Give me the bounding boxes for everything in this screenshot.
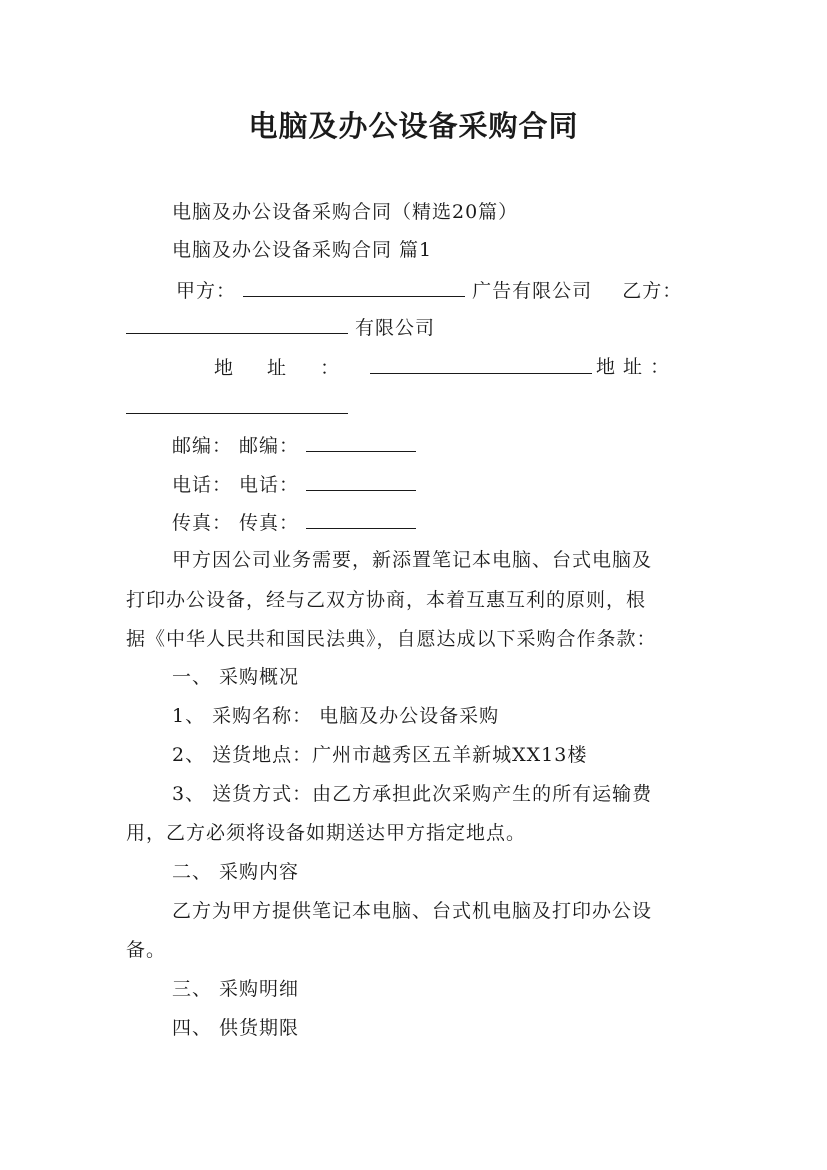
section-1-item-1: 1、 采购名称： 电脑及办公设备采购 (172, 705, 500, 727)
address-b-label: 地 址 ： (596, 356, 671, 378)
address-a-blank (370, 355, 592, 374)
section-1-item-3-line-1: 3、 送货方式：由乙方承担此次采购产生的所有运输费 (172, 783, 653, 805)
section-1-item-3-line-2: 用，乙方必须将设备如期送达甲方指定地点。 (126, 822, 527, 844)
postcode-label: 邮编： 邮编： (172, 435, 300, 457)
section-1-item-2: 2、 送货地点：广州市越秀区五羊新城XX13楼 (172, 744, 588, 766)
address-a-label: 地 址 ： (214, 357, 354, 379)
section-4-title: 四、 供货期限 (172, 1017, 300, 1039)
party-a-blank (243, 278, 465, 297)
address-a (214, 355, 592, 380)
postcode-blank (306, 433, 416, 452)
section-2-title: 二、 采购内容 (172, 861, 300, 883)
section-2-line-2: 备。 (126, 939, 167, 961)
intro-line-1: 甲方因公司业务需要，新添置笔记本电脑、台式电脑及 (172, 549, 653, 571)
party-b-suffix: 有限公司 (355, 317, 436, 339)
party-a-label: 甲方： (176, 280, 237, 302)
party-a-suffix: 广告有限公司 (472, 280, 593, 302)
section-3-title: 三、 采购明细 (172, 978, 300, 1000)
intro-line-3: 据《中华人民共和国民法典》，自愿达成以下采购合作条款： (126, 628, 657, 650)
subtitle: 电脑及办公设备采购合同（精选20篇） (172, 201, 519, 223)
party-b-blank (126, 315, 348, 334)
fax-line (172, 510, 416, 535)
section-1-title: 一、 采购概况 (172, 666, 300, 688)
phone-line (172, 472, 416, 497)
phone-blank (306, 472, 416, 491)
phone-label: 电话： 电话： (172, 474, 300, 496)
party-line (176, 278, 682, 303)
party-b-label: 乙方： (622, 280, 683, 302)
address-b-line (126, 395, 348, 420)
section-heading: 电脑及办公设备采购合同 篇1 (172, 239, 433, 261)
fax-blank (306, 510, 416, 529)
party-b-line (126, 315, 435, 340)
intro-line-2: 打印办公设备，经与乙双方协商，本着互惠互利的原则，根 (126, 589, 647, 611)
address-b-blank (126, 395, 348, 414)
document-title: 电脑及办公设备采购合同 (248, 109, 579, 143)
fax-label: 传真： 传真： (172, 512, 300, 534)
section-2-line-1: 乙方为甲方提供笔记本电脑、台式机电脑及打印办公设 (172, 900, 653, 922)
postcode-line (172, 433, 416, 458)
